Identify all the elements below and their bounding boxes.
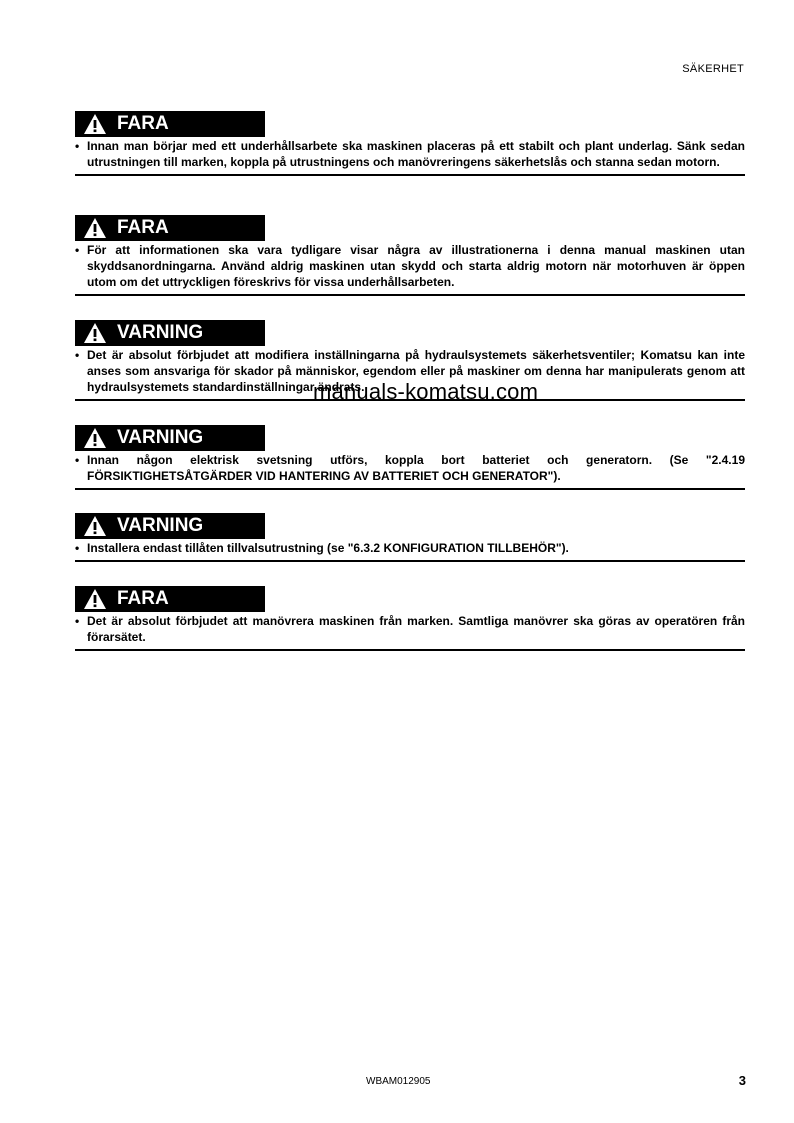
warning-banner — [75, 320, 265, 346]
bullet-icon: • — [75, 453, 80, 467]
banner-label: VARNING — [117, 515, 204, 536]
warning-banner — [75, 586, 265, 612]
divider — [75, 174, 745, 176]
document-code: WBAM012905 — [366, 1076, 431, 1087]
notice-text: • Det är absolut förbjudet att modifiera inställningarna på hydraulsystemets säkerhetsventiler; Komatsu kan inte anses som ansvariga för skador på människor, egendom eller på maskiner om denna har manipulerats genom att hydraulsystemets standardinställningar ändrats. — [75, 348, 745, 394]
divider — [75, 488, 745, 490]
section-header: SÄKERHET — [682, 63, 744, 75]
banner-label: FARA — [117, 113, 169, 134]
divider — [75, 649, 745, 651]
safety-notice-fara — [75, 111, 745, 176]
notice-text: • Innan någon elektrisk svetsning utförs, koppla bort batteriet och generatorn. (Se "2.4.19 FÖRSIKTIGHETSÅTGÄRDER VID HANTERING AV BATTERIET OCH GENERATOR"). — [75, 453, 745, 483]
bullet-icon: • — [75, 614, 80, 628]
warning-banner — [75, 513, 265, 539]
banner-label: FARA — [117, 217, 169, 238]
watermark: manuals-komatsu.com — [313, 379, 539, 404]
bullet-icon: • — [75, 139, 80, 153]
warning-triangle-icon — [83, 113, 107, 135]
warning-triangle-icon — [83, 515, 107, 537]
warning-banner — [75, 215, 265, 241]
bullet-icon: • — [75, 348, 80, 362]
warning-banner — [75, 111, 265, 137]
safety-notice-fara — [75, 586, 745, 651]
notice-text: • Innan man börjar med ett underhållsarbete ska maskinen placeras på ett stabilt och plant underlag. Sänk sedan utrustningen till marken, koppla på utrustningens och manövreringens säkerhetslås och stanna sedan motorn. — [75, 139, 745, 169]
banner-label: VARNING — [117, 427, 204, 448]
banner-label: VARNING — [117, 322, 204, 343]
warning-triangle-icon — [83, 427, 107, 449]
divider — [75, 294, 745, 296]
bullet-icon: • — [75, 541, 80, 555]
safety-notice-varning — [75, 513, 745, 562]
notice-text: • För att informationen ska vara tydligare visar några av illustrationerna i denna manual maskinen utan skyddsanordningarna. Använd aldrig maskinen utan skydd och starta aldrig motorn när motorhuven är öppen utom om det uttryckligen föreskrivs för vissa underhållsarbeten. — [75, 243, 745, 289]
warning-triangle-icon — [83, 217, 107, 239]
warning-triangle-icon — [83, 588, 107, 610]
safety-notice-varning — [75, 425, 745, 490]
warning-banner — [75, 425, 265, 451]
notice-text: • Det är absolut förbjudet att manövrera maskinen från marken. Samtliga manövrer ska göras av operatören från förarsätet. — [75, 614, 745, 644]
safety-notice-fara — [75, 215, 745, 296]
divider — [75, 560, 745, 562]
warning-triangle-icon — [83, 322, 107, 344]
page-number: 3 — [738, 1073, 746, 1088]
banner-label: FARA — [117, 588, 169, 609]
notice-text: • Installera endast tillåten tillvalsutrustning (se "6.3.2 KONFIGURATION TILLBEHÖR"). — [75, 541, 569, 555]
bullet-icon: • — [75, 243, 80, 257]
